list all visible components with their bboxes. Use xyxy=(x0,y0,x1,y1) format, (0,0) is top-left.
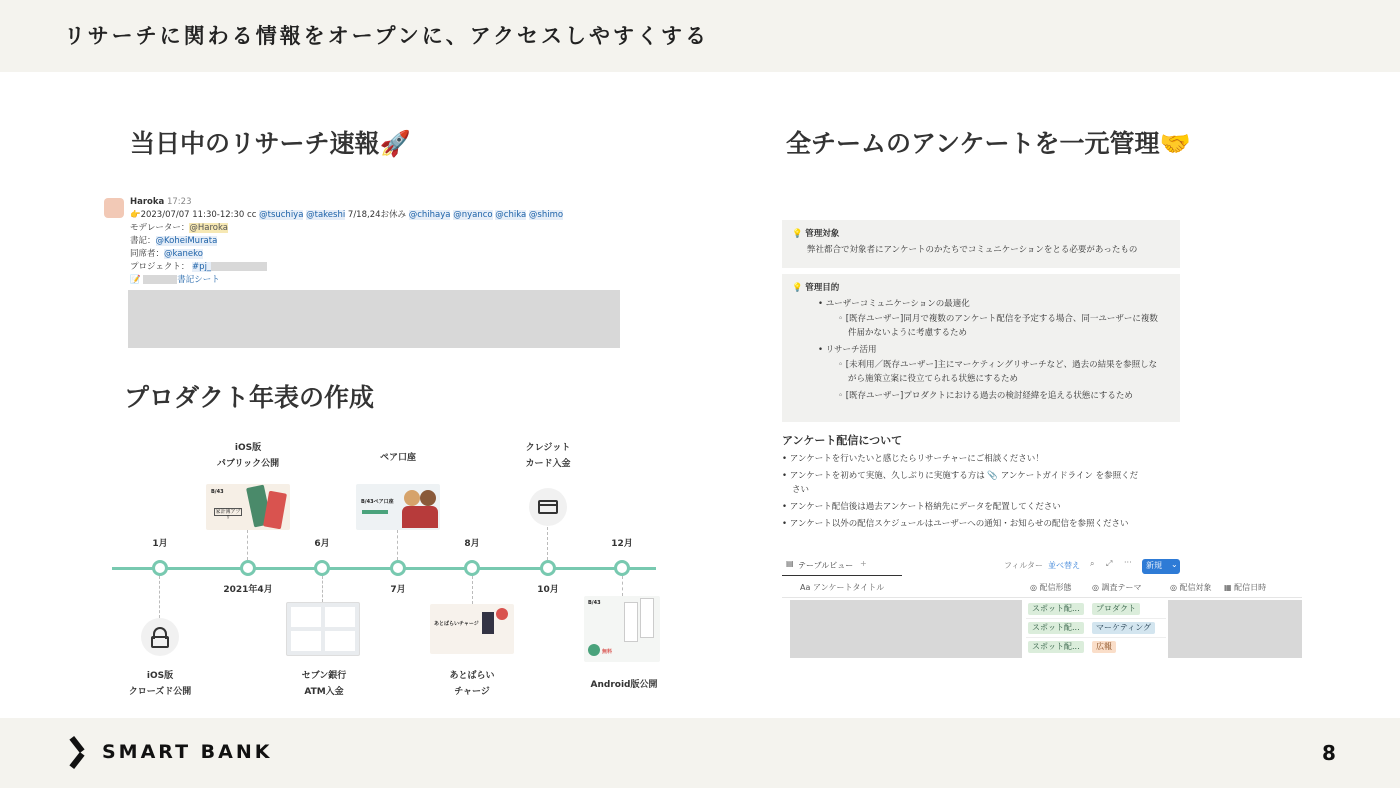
event-label-seven-bank: セブン銀行 ATM入金 xyxy=(301,671,347,697)
table-row[interactable] xyxy=(1026,638,1166,657)
guidelines-heading: アンケート配信について xyxy=(782,434,903,447)
delivery-type-tag: スポット配... xyxy=(1028,641,1084,653)
month-label: 1月 xyxy=(152,539,168,549)
smartbank-logo-icon xyxy=(66,738,92,768)
bulb-icon: 💡 xyxy=(792,283,803,293)
column-header[interactable]: ◎ 配信形態 xyxy=(1030,583,1072,592)
column-header[interactable]: ◎ 調査テーマ xyxy=(1092,583,1142,592)
redacted-titles xyxy=(790,600,1022,658)
lock-icon xyxy=(141,618,179,656)
new-button-label: 新規 xyxy=(1146,561,1162,570)
bulb-icon: 💡 xyxy=(792,229,803,239)
guideline-item-cont: さい xyxy=(792,485,810,495)
event-connector xyxy=(472,576,473,604)
attendee-label: 同席者： xyxy=(130,249,165,259)
timeline-node xyxy=(390,560,406,576)
seven-bank-thumbnail xyxy=(286,602,360,656)
deferred-charge-thumbnail: あとばらいチャージ xyxy=(430,604,514,654)
moderator-mention[interactable]: @Haroka xyxy=(189,223,228,233)
pair-account-thumbnail: B/43ペア口座 xyxy=(356,484,440,530)
timeline-node xyxy=(540,560,556,576)
redacted-block xyxy=(128,290,620,348)
timeline-node xyxy=(464,560,480,576)
section-title-survey: 全チームのアンケートを一元管理🤝 xyxy=(786,129,1191,158)
message-time: 17:23 xyxy=(166,197,192,207)
section-title-research: 当日中のリサーチ速報🚀 xyxy=(130,129,411,158)
column-header[interactable]: ◎ 配信対象 xyxy=(1170,583,1212,592)
mention[interactable]: @takeshi xyxy=(306,210,346,220)
section-title-timeline: プロダクト年表の作成 xyxy=(124,383,375,412)
callout-title: 管理対象 xyxy=(805,229,840,239)
table-view-tab[interactable]: テーブルビュー xyxy=(798,561,854,570)
column-header[interactable]: Aa アンケートタイトル xyxy=(800,583,885,592)
scribe-mention[interactable]: @KoheiMurata xyxy=(155,236,218,246)
timeline-axis xyxy=(112,567,656,570)
event-connector xyxy=(622,576,623,596)
guideline-item-with-link[interactable]: アンケート以外の配信スケジュールはユーザーへの通知・お知らせの配信を参照ください xyxy=(789,519,1129,529)
slack-message: Haroka 17:23 👉2023/07/07 11:30-12:30 cc @tsuchiya @takeshi 7/18,24お休み @chihaya @nyanco @chika @shimo モデレーター：@Haroka 書記：@KoheiMurata 同席者：@kaneko プロジェクト： #pj_ 📝 書記シート xyxy=(130,197,564,285)
sort-button[interactable]: 並べ替え xyxy=(1048,561,1080,570)
sub-bullet-item: [既存ユーザー]同月で複数のアンケート配信を予定する場合、同一ユーザーに複数 xyxy=(845,314,1158,324)
delivery-type-tag: スポット配... xyxy=(1028,603,1084,615)
search-icon[interactable]: ⌕ xyxy=(1090,559,1095,568)
avatar xyxy=(104,198,124,218)
delivery-type-tag: スポット配... xyxy=(1028,622,1084,634)
sender-name: Haroka xyxy=(130,197,165,207)
event-label-android: Android版公開 xyxy=(590,680,658,690)
event-connector xyxy=(397,530,398,560)
month-label: 12月 xyxy=(611,539,633,549)
add-view-button[interactable]: + xyxy=(860,559,867,568)
table-row[interactable] xyxy=(1026,600,1166,619)
guideline-item-with-link[interactable]: アンケート配信後は過去アンケート格納先にデータを配置してください xyxy=(789,502,1061,512)
project-channel[interactable]: #pj_ xyxy=(192,262,212,272)
project-label: プロジェクト： xyxy=(130,262,190,272)
mention[interactable]: @shimo xyxy=(528,210,564,220)
table-header xyxy=(782,578,1302,598)
callout-body: 弊社都合で対象者にアンケートのかたちでコミュニケーションをとる必要があったもの xyxy=(807,245,1138,255)
event-label-ios-closed: iOS版 クローズド公開 xyxy=(128,671,192,697)
callout-purpose: 💡 管理目的 • ユーザーコミュニケーションの最適化 ◦ [既存ユーザー]同月で複数のアンケート配信を予定する場合、同一ユーザーに複数 件届かないように考慮するため • リサーチ活用 ◦ [未利用／既存ユーザー]主にマーケティングリサーチなど、過去の結果を参照しな がら施策立案に役立てられる状態にするため ◦ [既存ユーザー]プロダクトにおける過去の検討経緯を追える状態にするため xyxy=(782,274,1180,422)
event-connector xyxy=(247,530,248,560)
bullet-item: ユーザーコミュニケーションの最適化 xyxy=(825,299,970,309)
page-number: 8 xyxy=(1322,741,1336,765)
event-label-ios-public: iOS版 パブリック公開 xyxy=(216,443,280,469)
theme-tag: プロダクト xyxy=(1092,603,1140,615)
column-header[interactable]: ▦ 配信日時 xyxy=(1224,583,1267,592)
event-label-deferred-charge: あとばらい チャージ xyxy=(449,671,495,697)
table-view-icon: ▤ xyxy=(786,559,794,568)
new-button[interactable] xyxy=(1142,559,1180,574)
timeline-node xyxy=(314,560,330,576)
date-label: 2021年4月 xyxy=(223,585,273,595)
expand-icon[interactable]: ⤢ xyxy=(1106,559,1113,568)
callout-target xyxy=(782,220,1180,268)
brand-logo-text: SMART BANK xyxy=(102,741,273,763)
event-label-pair-account: ペア口座 xyxy=(379,453,416,463)
date-label: 7月 xyxy=(390,585,406,595)
mention[interactable]: @chika xyxy=(495,210,527,220)
theme-tag: マーケティング xyxy=(1092,622,1155,634)
mention[interactable]: @nyanco xyxy=(453,210,493,220)
android-thumbnail: B/43 無料 xyxy=(584,596,660,662)
credit-card-icon xyxy=(529,488,567,526)
message-date: 👉2023/07/07 11:30-12:30 xyxy=(130,210,245,220)
sheet-link[interactable]: 書記シート xyxy=(177,275,220,285)
survey-guidelines: アンケート配信について • アンケートを行いたいと感じたらリサーチャーにご相談ください！ • アンケートを初めて実施、久しぶりに実施する方は 📎 アンケートガイドライン を参照くだ さい • アンケート配信後は過去アンケート格納先にデータを配置してください • アンケート以外の配信スケジュールはユーザーへの通知・お知らせの配信を参照ください xyxy=(782,432,1182,533)
event-connector xyxy=(322,576,323,602)
callout-title: 管理目的 xyxy=(805,283,840,293)
event-connector xyxy=(159,576,160,618)
sub-bullet-item: [未利用／既存ユーザー]主にマーケティングリサーチなど、過去の結果を参照しな xyxy=(845,360,1158,370)
timeline-node xyxy=(240,560,256,576)
timeline-node xyxy=(614,560,630,576)
page-title: リサーチに関わる情報をオープンに、アクセスしやすくする xyxy=(64,24,710,48)
mention[interactable]: @chihaya xyxy=(408,210,451,220)
sub-bullet-item: [既存ユーザー]プロダクトにおける過去の検討経緯を追える状態にするため xyxy=(845,391,1133,401)
timeline-node xyxy=(152,560,168,576)
month-label: 6月 xyxy=(314,539,330,549)
guideline-item: アンケートを行いたいと感じたらリサーチャーにご相談ください！ xyxy=(789,454,1044,464)
survey-table xyxy=(782,556,1302,651)
chevron-down-icon[interactable]: ⌄ xyxy=(1171,560,1178,569)
attendee-mention[interactable]: @kaneko xyxy=(164,249,203,259)
event-label-credit-card: クレジット カード入金 xyxy=(525,443,571,469)
guideline-item-with-link[interactable]: アンケートを初めて実施、久しぶりに実施する方は 📎 アンケートガイドライン を参照くだ xyxy=(789,471,1139,481)
more-options-button[interactable]: ··· xyxy=(1124,558,1132,567)
redacted-targets xyxy=(1168,600,1302,658)
filter-button[interactable]: フィルター xyxy=(1004,561,1044,570)
date-label: 10月 xyxy=(537,585,559,595)
bullet-item: リサーチ活用 xyxy=(825,345,877,355)
mention[interactable]: @tsuchiya xyxy=(259,210,304,220)
event-connector xyxy=(547,527,548,560)
ios-public-thumbnail: B/43 家計簿アプリ xyxy=(206,484,290,530)
month-label: 8月 xyxy=(464,539,480,549)
moderator-label: モデレーター： xyxy=(130,223,190,233)
mention-note: 7/18,24お休み xyxy=(347,210,407,220)
table-row[interactable] xyxy=(1026,619,1166,638)
cc-label: cc xyxy=(247,210,257,220)
scribe-label: 書記： xyxy=(130,236,156,246)
theme-tag: 広報 xyxy=(1092,641,1116,653)
